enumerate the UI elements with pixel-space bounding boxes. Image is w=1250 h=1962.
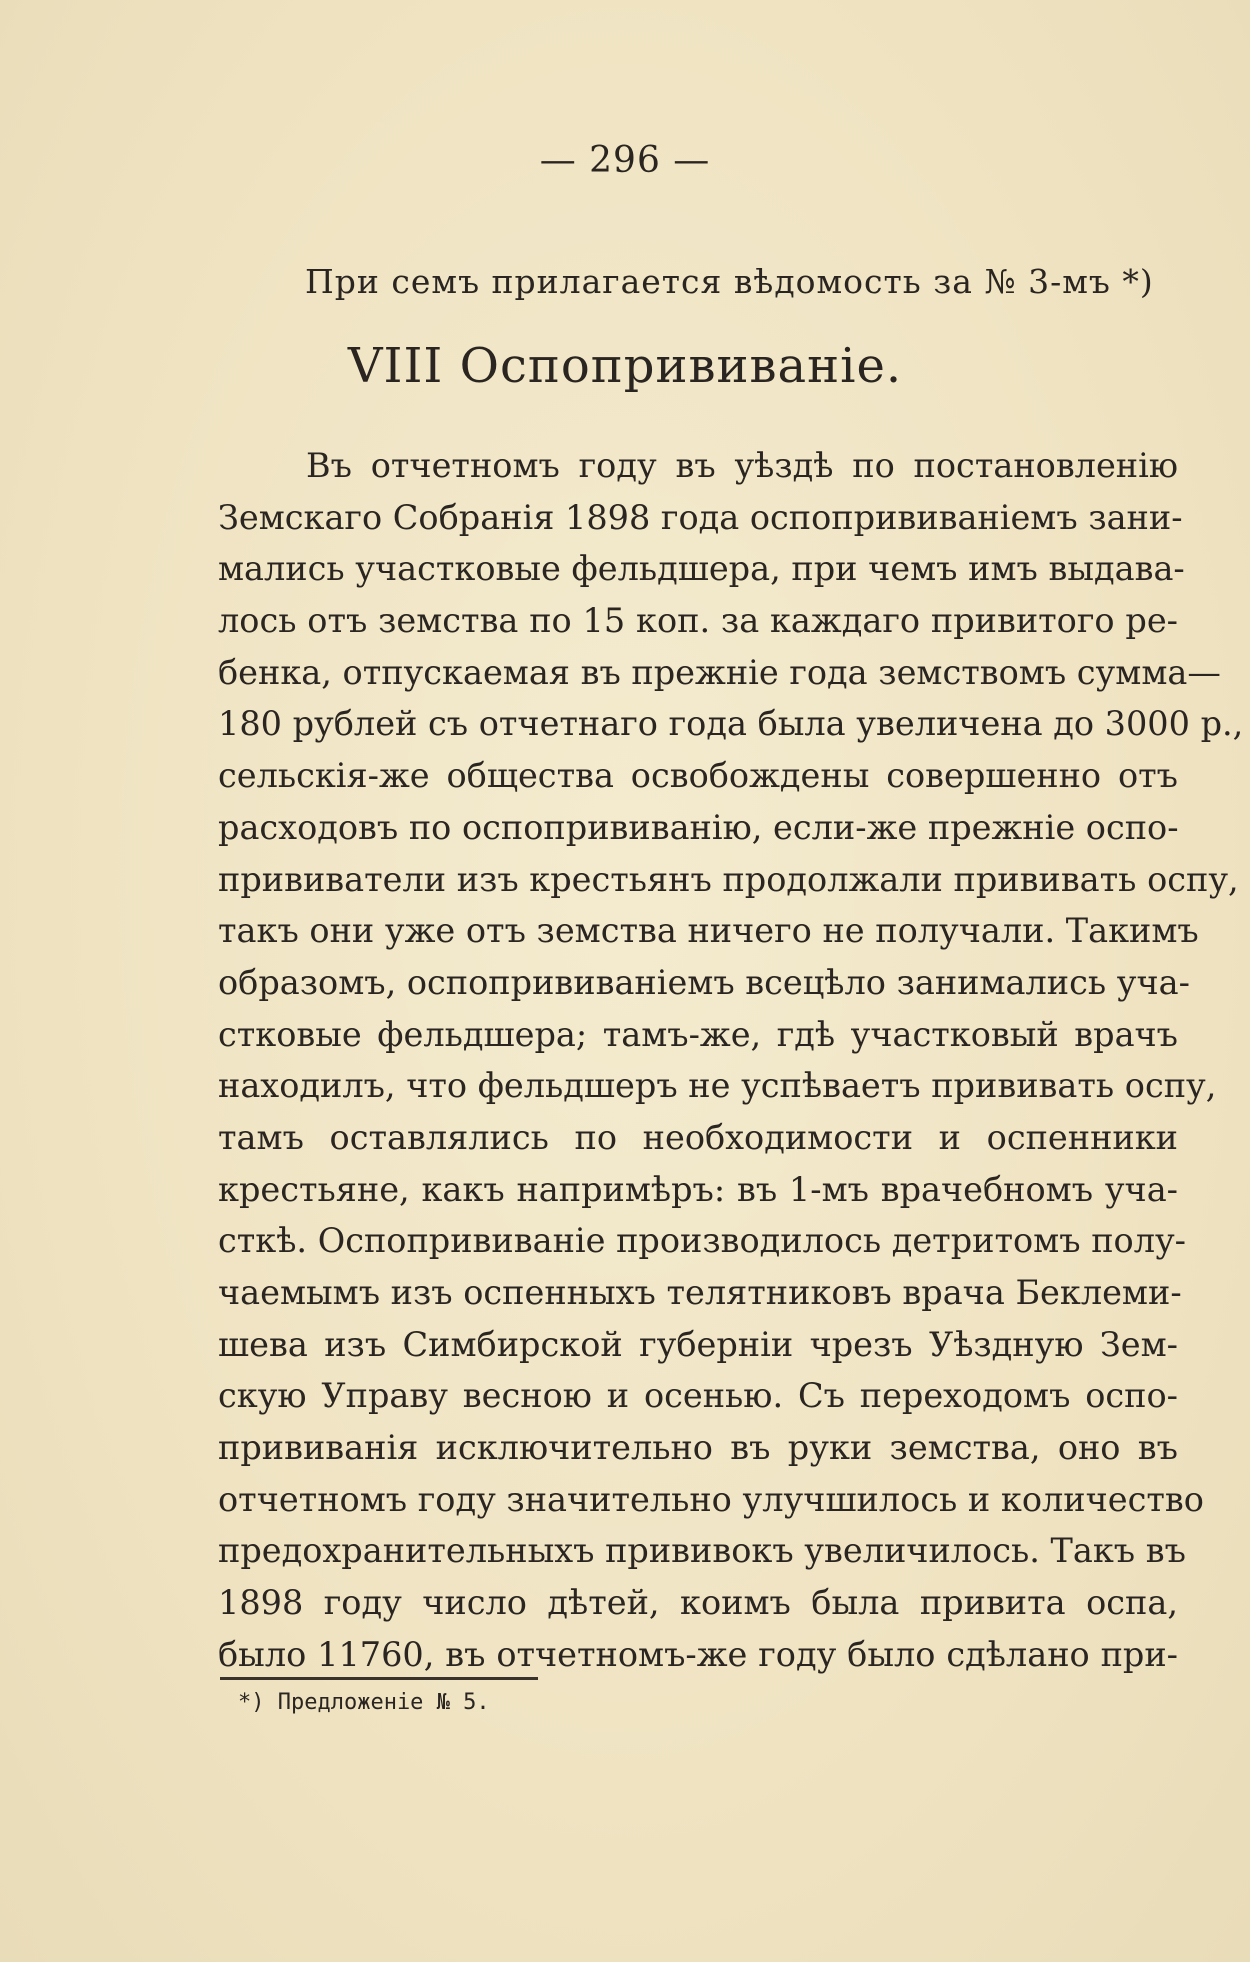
text-line: Земскаго Собранія 1898 года оспопрививаніемъ зани- [218,497,1183,537]
text-line: стковые фельдшера; тамъ-же, гдѣ участковый врачъ [218,1014,1178,1054]
text-line: находилъ, что фельдшеръ не успѣваетъ прививать оспу, [218,1066,1217,1106]
text-line: бенка, отпускаемая въ прежніе года земствомъ сумма— [218,652,1221,692]
text-line: было 11760, въ отчетномъ-же году было сдѣлано при- [218,1634,1178,1674]
text-line: образомъ, оспопрививаніемъ всецѣло занимались уча- [218,962,1190,1002]
section-heading: VIII Оспопрививаніе. [347,338,903,394]
text-line: 180 рублей съ отчетнаго года была увеличена до 3000 р., [218,704,1244,744]
text-line: такъ они уже отъ земства ничего не получали. Такимъ [218,911,1199,951]
text-line: мались участковые фельдшера, при чемъ имъ выдава- [218,549,1185,589]
text-line: отчетномъ году значительно улучшилось и количество [218,1479,1204,1519]
text-line: скую Управу весною и осенью. Съ переходомъ оспо- [218,1376,1178,1416]
text-line: прививатели изъ крестьянъ продолжали прививать оспу, [218,859,1239,899]
text-line: шева изъ Симбирской губерніи чрезъ Уѣздную Зем- [218,1324,1178,1364]
footnote: *) Предложеніе № 5. [238,1690,490,1715]
text-line: расходовъ по оспопрививанію, если-же прежніе оспо- [218,807,1179,847]
text-line: сельскія-же общества освобождены совершенно отъ [218,756,1178,796]
text-line: тамъ оставлялись по необходимости и оспенники [218,1117,1178,1157]
text-line: 1898 году число дѣтей, коимъ была привита оспа, [218,1583,1178,1623]
text-line: сткѣ. Оспопрививаніе производилось детритомъ полу- [218,1221,1186,1261]
text-line: лось отъ земства по 15 коп. за каждаго привитого ре- [218,601,1178,641]
text-line: Въ отчетномъ году въ уѣздѣ по постановленію [306,446,1178,485]
body-paragraph [218,440,1244,1681]
text-line: предохранительныхъ прививокъ увеличилось. Такъ въ [218,1531,1186,1571]
page-number: — 296 — [539,140,711,181]
text-line: крестьяне, какъ напримѣръ: въ 1-мъ врачебномъ уча- [218,1169,1178,1209]
attachment-line: При семъ прилагается вѣдомость за № 3-мъ *) [305,262,1154,301]
text-line: чаемымъ изъ оспенныхъ телятниковъ врача Беклеми- [218,1273,1182,1312]
footnote-divider [220,1677,538,1680]
text-line: прививанія исключительно въ руки земства, оно въ [218,1428,1178,1468]
